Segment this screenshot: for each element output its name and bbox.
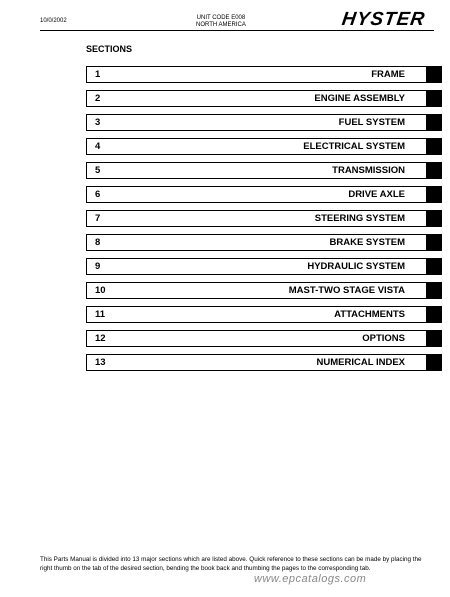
thumb-tab[interactable] (426, 258, 442, 275)
section-title: FRAME (371, 69, 405, 80)
hyster-logo: HYSTER (340, 9, 427, 30)
section-title: NUMERICAL INDEX (316, 357, 405, 368)
footer-note: This Parts Manual is divided into 13 major sections which are listed above. Quick reference to these sections can be made by placing the right thumb on the tab of the desired section, bending the book back and thumbing the pages to the corresponding tab. (40, 556, 422, 572)
thumb-tab[interactable] (426, 186, 442, 203)
section-number: 5 (95, 165, 101, 176)
print-date: 10/0/2002 (40, 18, 67, 24)
section-number: 12 (95, 333, 106, 344)
section-number: 1 (95, 69, 101, 80)
thumb-tab[interactable] (426, 330, 442, 347)
thumb-tab[interactable] (426, 306, 442, 323)
thumb-tab[interactable] (426, 234, 442, 251)
section-number: 2 (95, 93, 101, 104)
section-row-7[interactable] (86, 210, 442, 227)
section-number: 11 (95, 309, 106, 320)
section-title: DRIVE AXLE (348, 189, 405, 200)
section-row-10[interactable] (86, 282, 442, 299)
section-number: 8 (95, 237, 101, 248)
section-number: 13 (95, 357, 106, 368)
section-title: ENGINE ASSEMBLY (314, 93, 405, 104)
section-row-13[interactable] (86, 354, 442, 371)
section-row-11[interactable] (86, 306, 442, 323)
section-title: BRAKE SYSTEM (329, 237, 405, 248)
thumb-tab[interactable] (426, 138, 442, 155)
section-number: 10 (95, 285, 106, 296)
section-row-1[interactable] (86, 66, 442, 83)
section-title: ATTACHMENTS (334, 309, 405, 320)
section-row-8[interactable] (86, 234, 442, 251)
section-number: 6 (95, 189, 101, 200)
section-title: ELECTRICAL SYSTEM (303, 141, 405, 152)
section-number: 4 (95, 141, 101, 152)
section-title: TRANSMISSION (332, 165, 405, 176)
watermark: www.epcatalogs.com (254, 573, 367, 585)
thumb-tab[interactable] (426, 90, 442, 107)
unit-code-block (196, 15, 246, 29)
section-number: 9 (95, 261, 101, 272)
thumb-tab[interactable] (426, 354, 442, 371)
thumb-tab[interactable] (426, 282, 442, 299)
region: NORTH AMERICA (196, 22, 246, 28)
unit-code: UNIT CODE E008 (196, 15, 246, 21)
section-title: OPTIONS (362, 333, 405, 344)
section-title: STEERING SYSTEM (314, 213, 405, 224)
section-row-12[interactable] (86, 330, 442, 347)
thumb-tab[interactable] (426, 210, 442, 227)
section-row-6[interactable] (86, 186, 442, 203)
section-number: 7 (95, 213, 101, 224)
thumb-tab[interactable] (426, 162, 442, 179)
section-title: FUEL SYSTEM (338, 117, 405, 128)
sections-heading: SECTIONS (86, 44, 133, 54)
section-row-5[interactable] (86, 162, 442, 179)
thumb-tab[interactable] (426, 114, 442, 131)
section-title: MAST-TWO STAGE VISTA (288, 285, 405, 296)
section-row-4[interactable] (86, 138, 442, 155)
header-rule (40, 30, 434, 31)
section-title: HYDRAULIC SYSTEM (307, 261, 405, 272)
section-row-9[interactable] (86, 258, 442, 275)
section-row-3[interactable] (86, 114, 442, 131)
section-number: 3 (95, 117, 101, 128)
section-list (86, 66, 442, 378)
section-row-2[interactable] (86, 90, 442, 107)
thumb-tab[interactable] (426, 66, 442, 83)
